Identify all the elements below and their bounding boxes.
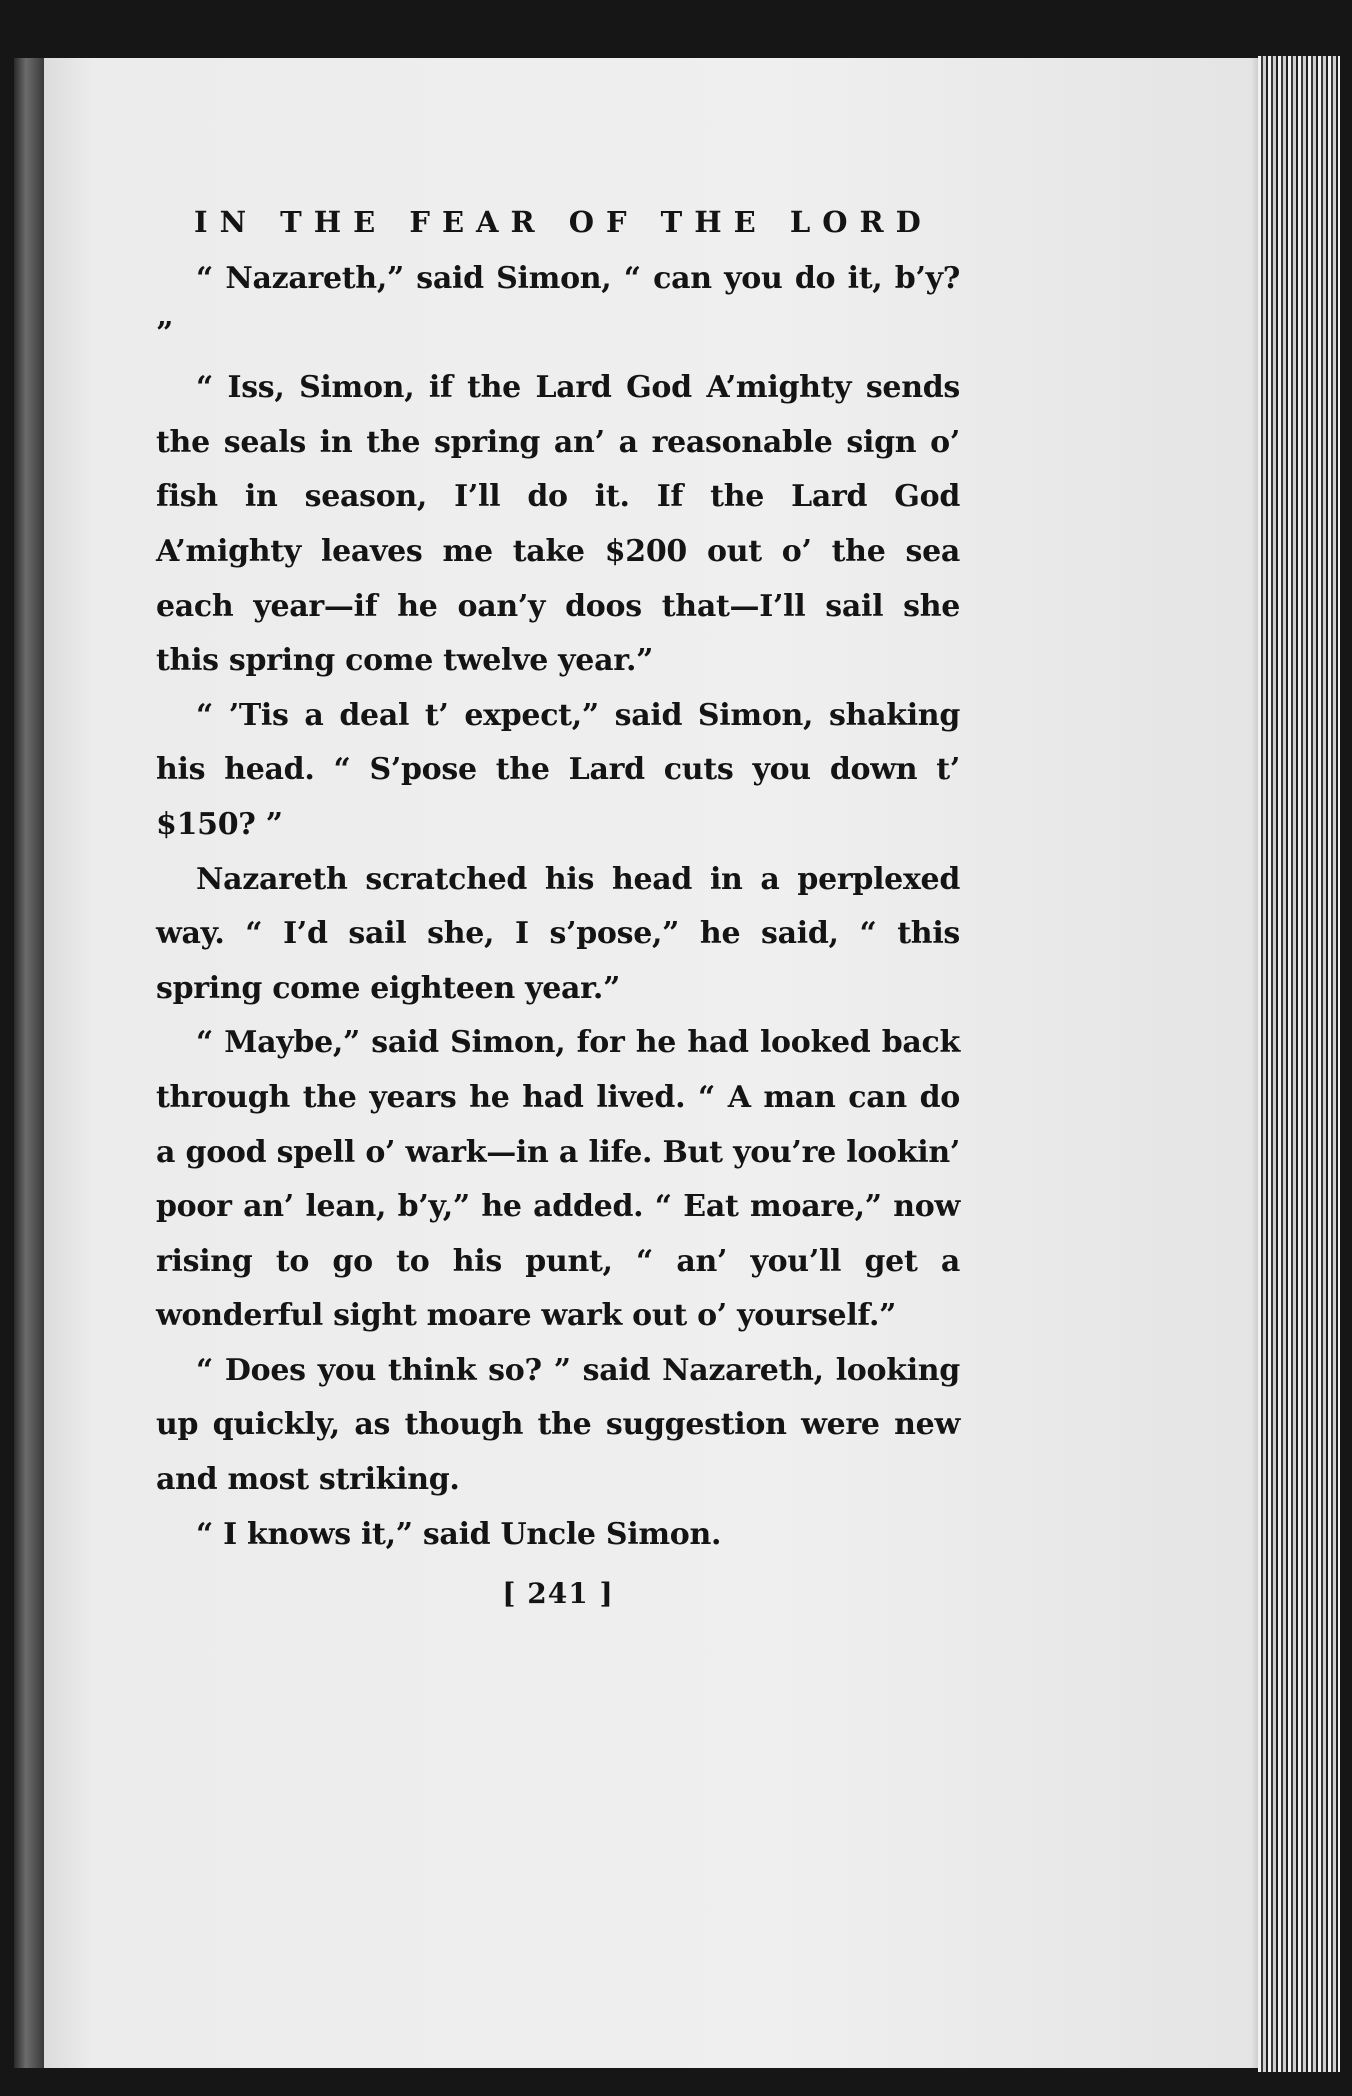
- paragraph: “ Iss, Simon, if the Lard God A’mighty sends the seals in the spring an’ a reasonable sign o’ fish in season, I’ll do it. If the Lard God A’mighty leaves me take $200 out o’ the sea each year—if he oan’y doos that—I’ll sail she this spring come twelve year.”: [156, 370, 960, 679]
- paragraph: “ Does you think so? ” said Nazareth, looking up quickly, as though the suggestion were new and most striking.: [156, 1352, 960, 1498]
- page-number: [ 241 ]: [502, 1577, 614, 1611]
- paragraph: “ ’Tis a deal t’ expect,” said Simon, shaking his head. “ S’pose the Lard cuts you down t’ $150? ”: [156, 697, 960, 842]
- running-head: IN THE FEAR OF THE LORD: [194, 205, 933, 239]
- paragraph: “ Maybe,” said Simon, for he had looked back through the years he had lived. “ A man can do a good spell o’ wark—in a life. But you’re lookin’ poor an’ lean, b’y,” he added. “ Eat moare,” now rising to go to his punt, “ an’ you’ll get a wonderful sight moare wark out o’ yourself.”: [156, 1025, 960, 1334]
- text-block: [156, 192, 960, 1622]
- paragraph: Nazareth scratched his head in a perplexed way. “ I’d sail she, I s’pose,” he said, “ this spring come eighteen year.”: [156, 861, 960, 1006]
- gutter-edge: [14, 58, 44, 2068]
- page-fore-edge: [1258, 56, 1340, 2072]
- paragraph: “ I knows it,” said Uncle Simon.: [196, 1516, 722, 1552]
- paragraph: “ Nazareth,” said Simon, “ can you do it, b’y? ”: [156, 261, 960, 351]
